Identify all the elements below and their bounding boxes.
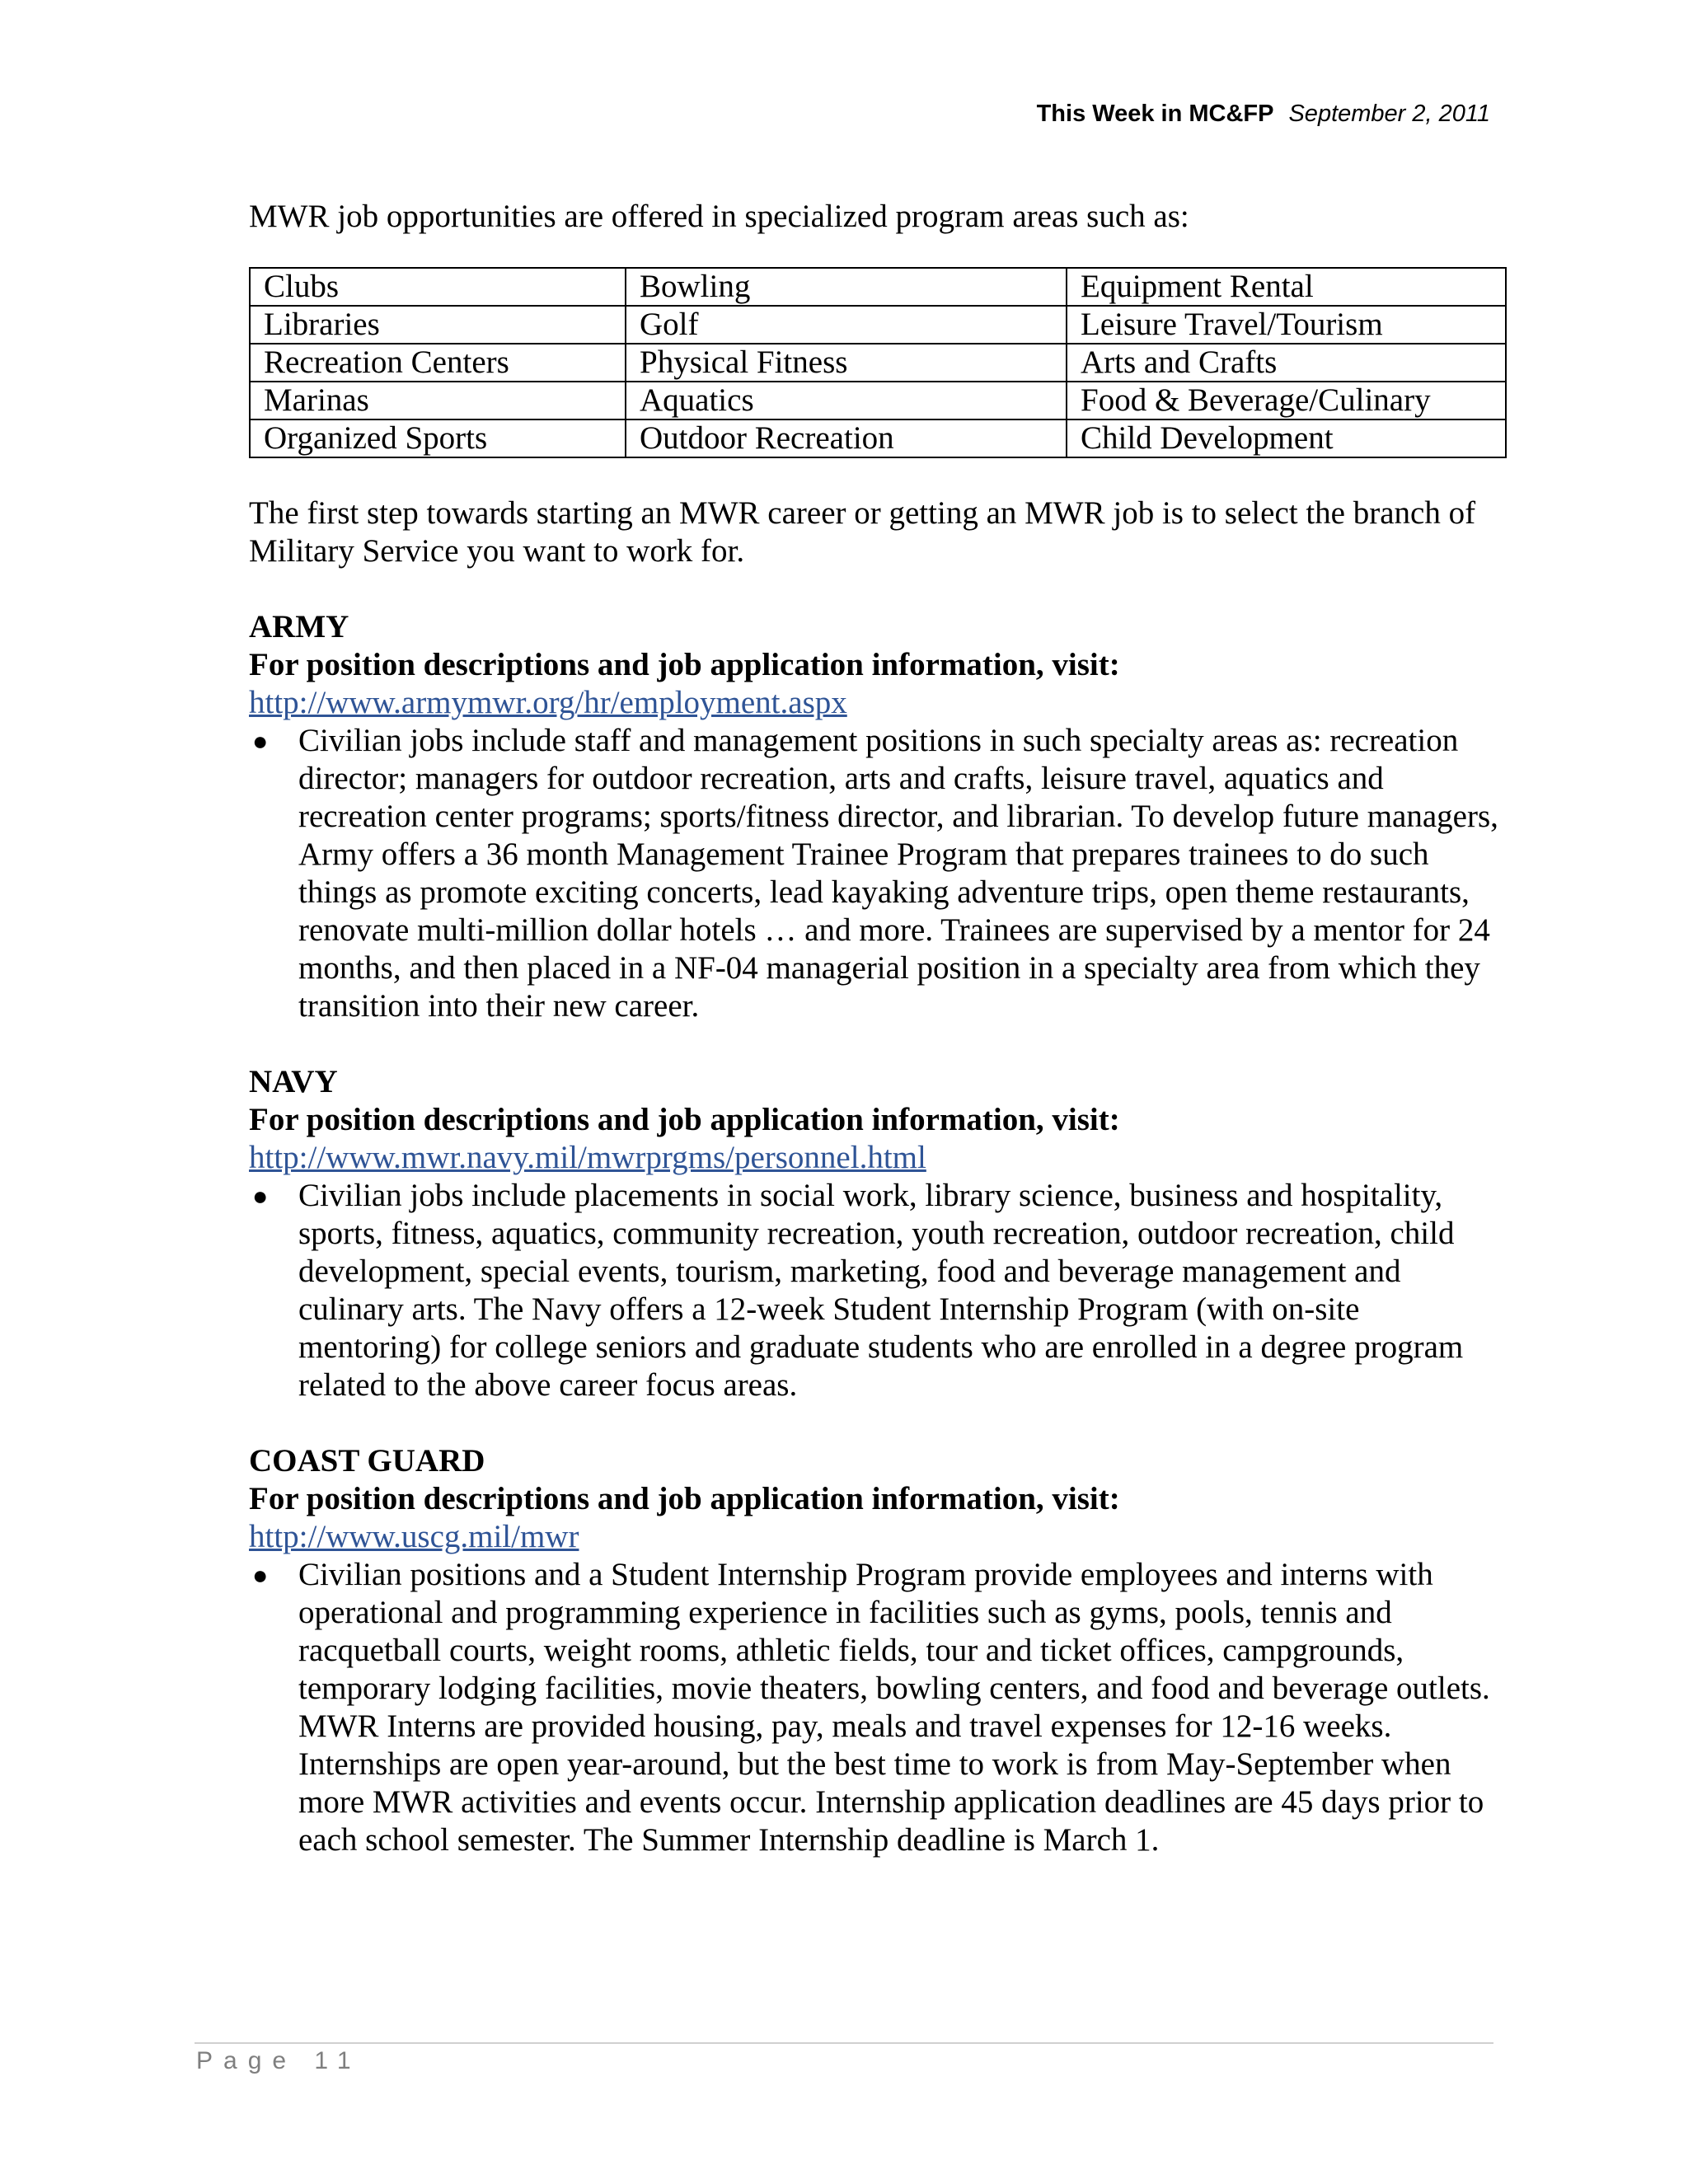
table-cell: Food & Beverage/Culinary — [1067, 382, 1506, 419]
bullet-text: Civilian positions and a Student Internship Program provide employees and interns with operational and programming experience in facilities such as gyms, pools, tennis and racquetball courts, weight rooms, athletic fields, tour and ticket offices, campgrounds, temporary lodging facilities, movie theaters, bowling centers, and food and beverage outlets. MWR Interns are provided housing, pay, meals and travel expenses for 12-16 weeks. Internships are open year-around, but the best time to work is from May-September when more MWR activities and events occur. Internship application deadlines are 45 days prior to each school semester. The Summer Internship deadline is March 1. — [298, 1557, 1490, 1858]
bullet-icon: ● — [252, 1560, 269, 1590]
bullet-text: Civilian jobs include staff and management positions in such specialty areas as: recreation director; managers for outdoor recreation, arts and crafts, leisure travel, aquatics and recreation center programs; sports/fitness director, and librarian. To develop future managers, Army offers a 36 month Management Trainee Program that prepares trainees to do such things as promote exciting concerts, lead kayaking adventure trips, open theme restaurants, renovate multi-million dollar hotels … and more. Trainees are supervised by a mentor for 24 months, and then placed in a NF-04 managerial position in a specialty area from which they transition into their new career. — [298, 723, 1498, 1024]
section-title: ARMY — [249, 609, 349, 644]
table-cell: Child Development — [1067, 419, 1506, 457]
first-step-paragraph: The first step towards starting an MWR career or getting an MWR job is to select the branch of Military Service you want to work for. — [249, 495, 1476, 569]
bullet-icon: ● — [252, 1181, 269, 1211]
section-title: COAST GUARD — [249, 1443, 485, 1479]
list-item — [249, 1556, 1505, 1859]
section-navy — [249, 1063, 1505, 1404]
table-cell: Golf — [626, 306, 1067, 344]
list-item — [249, 1177, 1505, 1404]
table-cell: Leisure Travel/Tourism — [1067, 306, 1506, 344]
table-cell: Physical Fitness — [626, 344, 1067, 382]
navy-personnel-link[interactable]: http://www.mwr.navy.mil/mwrprgms/personnel.html — [249, 1140, 926, 1175]
footer-divider — [195, 2042, 1493, 2044]
section-army — [249, 608, 1505, 1025]
table-cell: Outdoor Recreation — [626, 419, 1067, 457]
intro-paragraph: MWR job opportunities are offered in specialized program areas such as: — [249, 199, 1189, 234]
table-cell: Marinas — [250, 382, 626, 419]
section-subtitle: For position descriptions and job application information, visit: — [249, 647, 1120, 682]
program-areas-table — [249, 267, 1507, 458]
table-cell: Clubs — [250, 268, 626, 306]
table-row — [250, 344, 1506, 382]
table-cell: Equipment Rental — [1067, 268, 1506, 306]
bullet-text: Civilian jobs include placements in social work, library science, business and hospitality, sports, fitness, aquatics, community recreation, youth recreation, outdoor recreation, child development, special events, tourism, marketing, food and beverage management and culinary arts. The Navy offers a 12-week Student Internship Program (with on-site mentoring) for college seniors and graduate students who are enrolled in a degree program related to the above career focus areas. — [298, 1178, 1464, 1403]
table-cell: Libraries — [250, 306, 626, 344]
bullet-icon: ● — [252, 726, 269, 756]
table-cell: Aquatics — [626, 382, 1067, 419]
table-row — [250, 306, 1506, 344]
coast-guard-mwr-link[interactable]: http://www.uscg.mil/mwr — [249, 1519, 579, 1554]
section-title: NAVY — [249, 1064, 338, 1099]
list-item — [249, 722, 1505, 1025]
section-coast-guard — [249, 1442, 1505, 1859]
page-header — [1037, 101, 1490, 128]
publication-title: This Week in MC&FP — [1036, 101, 1274, 127]
table-cell: Arts and Crafts — [1067, 344, 1506, 382]
table-row — [250, 382, 1506, 419]
page-number: Page 11 — [196, 2047, 362, 2074]
army-employment-link[interactable]: http://www.armymwr.org/hr/employment.aspx — [249, 685, 847, 720]
publication-date: September 2, 2011 — [1288, 101, 1490, 127]
table-row — [250, 419, 1506, 457]
table-cell: Bowling — [626, 268, 1067, 306]
section-subtitle: For position descriptions and job application information, visit: — [249, 1481, 1120, 1516]
page-content — [249, 198, 1505, 1897]
table-cell: Recreation Centers — [250, 344, 626, 382]
section-subtitle: For position descriptions and job application information, visit: — [249, 1102, 1120, 1137]
table-row — [250, 268, 1506, 306]
table-cell: Organized Sports — [250, 419, 626, 457]
